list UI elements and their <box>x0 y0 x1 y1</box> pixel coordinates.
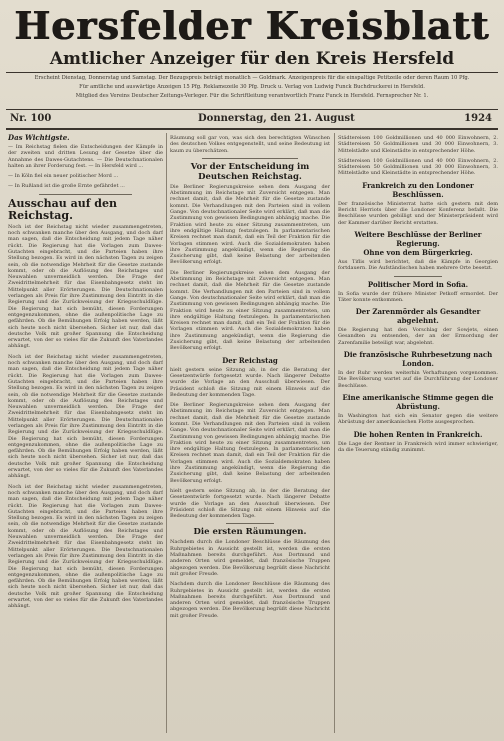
article-headline: Die französische Ruhrbesetzung nach London. <box>343 350 493 369</box>
masthead-title: Hersfelder Kreisblatt <box>14 3 490 48</box>
info-line-2: Für amtliche und auswärtige Anzeigen 15 Pfg. Reklamezeile 30 Pfg. Druck u. Verlag von Ludwig Funck Buchdruckerei in Hersfeld. <box>79 84 425 90</box>
divider <box>226 523 274 524</box>
article-body: Nachdem durch die Londoner Beschlüsse die Räumung des Ruhrgebietes in Aussicht gestellt ist, werden die ersten Maßnahmen bereits durchgeführt. Aus Dortmund und anderen Orten wird gemeldet, daß französische Truppen abgezogen werden. Die Bevölkerung begrüßt diese Nachricht mit großer Freude. <box>170 539 330 577</box>
article-headline: Die ersten Räumungen. <box>193 527 307 538</box>
divider <box>202 158 298 159</box>
article-headline: Weitere Beschlüsse der Berliner Regierung. <box>354 229 482 248</box>
article-body: Noch ist der Reichstag nicht wieder zusammengetreten, noch schwanken manche über den Ausgang, und doch darf man sagen, daß die Entscheidung mit jedem Tage näher rückt. Die Regierung hat die Vorlagen zum Dawes-Gutachten eingebracht, und die Parteien haben ihre Stellung bezogen. Es wird in den nächsten Tagen zu zeigen sein, ob die notwendige Mehrheit für die Gesetze zustande kommt, oder ob die Auflösung des Reichstages und Neuwahlen unvermeidlich werden. Die Frage der Zweidrittelmehrheit für das Eisenbahngesetz steht im Mittelpunkt aller Erörterungen. Die Deutschnationalen verlangen als Preis für ihre Zustimmung den Eintritt in die Regierung und die Zurückweisung der Kriegsschuldlüge. Die Regierung hat sich bemüht, diesen Forderungen entgegenzukommen, ohne die außenpolitische Lage zu gefährden. Ob die Bemühungen Erfolg haben werden, läßt sich heute noch nicht übersehen. Sicher ist nur, daß das deutsche Volk mit großer Spannung die Entscheidung erwartet, von der so vieles für die Zukunft des Vaterlandes abhängt. <box>8 483 163 610</box>
article-body: Noch ist der Reichstag nicht wieder zusammengetreten, noch schwanken manche über den Ausgang, und doch darf man sagen, daß die Entscheidung mit jedem Tage näher rückt. Die Regierung hat die Vorlagen zum Dawes-Gutachten eingebracht, und die Parteien haben ihre Stellung bezogen. Es wird in den nächsten Tagen zu zeigen sein, ob die notwendige Mehrheit für die Gesetze zustande kommt, oder ob die Auflösung des Reichstages und Neuwahlen unvermeidlich werden. Die Frage der Zweidrittelmehrheit für das Eisenbahngesetz steht im Mittelpunkt aller Erörterungen. Die Deutschnationalen verlangen als Preis für ihre Zustimmung den Eintritt in die Regierung und die Zurückweisung der Kriegsschuldlüge. Die Regierung hat sich bemüht, diesen Forderungen entgegenzukommen, ohne die außenpolitische Lage zu gefährden. Ob die Bemühungen Erfolg haben werden, läßt sich heute noch nicht übersehen. Sicher ist nur, daß das deutsche Volk mit großer Spannung die Entscheidung erwartet, von der so vieles für die Zukunft des Vaterlandes abhängt. <box>8 353 163 480</box>
summary-text: — In Köln fiel ein neuer politischer Mord ... <box>8 173 119 180</box>
divider <box>6 128 498 130</box>
article-headline: Politischer Mord in Sofia. <box>367 279 469 289</box>
article-body: In der Ruhr werden weiterhin Verhaftungen vorgenommen. Die Bevölkerung wartet auf die Durchführung der Londoner Beschlüsse. <box>338 370 498 389</box>
article-headline: Vor der Entscheidung im Deutschen Reichstag. <box>190 161 310 182</box>
divider <box>6 109 498 110</box>
article-headline: Ausschau auf den Reichstag. <box>8 196 117 222</box>
section-label: Das Wichtigste. <box>8 133 70 142</box>
issue-date: Donnerstag, den 21. August <box>198 113 355 124</box>
article-body: In Sofia wurde der frühere Minister Petkoff ermordet. Der Täter konnte entkommen. <box>338 290 498 303</box>
article-body: Städtereisen 100 Goldmillionen und 40 000 Einwohnern, 2. Städtereisen 50 Goldmillionen und 30 000 Einwohnern, 3. Mittelstädte und Kleinstädte in entsprechender Höhe. <box>338 157 498 177</box>
article-headline: Frankreich zu den Londoner Beschlüssen. <box>362 180 474 199</box>
article-body: Die Lage der Rentner in Frankreich wird immer schwieriger, da die Teuerung ständig zunimmt. <box>338 440 498 453</box>
info-line-1: Erscheint Dienstag, Donnerstag und Samstag. Der Bezugspreis beträgt monatlich — Goldmark. Anzeigenpreis für die einspaltige Petitzeile oder deren Raum 10 Pfg. <box>34 75 470 81</box>
article-body: Städtereisen 100 Goldmillionen und 40 000 Einwohnern, 2. Städtereisen 50 Goldmillionen und 30 000 Einwohnern, 3. Mittelstädte und Kleinstädte in entsprechender Höhe. <box>338 135 498 154</box>
divider <box>394 276 442 277</box>
article-headline: Eine amerikanische Stimme gegen die Abrüstung. <box>342 392 494 411</box>
info-line-3: Mitglied des Vereins Deutscher Zeitungs-Verleger. Für die Schriftleitung verantwortlich Franz Funck in Hersfeld. Fernsprecher Nr. 1. <box>75 93 429 99</box>
column-3 <box>338 133 498 733</box>
article-body: Die Berliner Regierungskreise sehen dem Ausgang der Abstimmung im Reichstage mit Zuversicht entgegen. Man rechnet damit, daß die Mehrheit für die Gesetze zustande kommt. Die Verhandlungen mit den Parteien sind in vollem Gange. Von deutschnationaler Seite wird erklärt, daß man die Zustimmung von gewissen Bedingungen abhängig mache. Die Fraktion wird heute zu einer Sitzung zusammentreten, um ihre endgültige Haltung festzulegen. In parlamentarischen Kreisen rechnet man damit, daß ein Teil der Fraktion für die Vorlagen stimmen wird. Auch die Sozialdemokraten haben ihre Zustimmung angekündigt, wenn die Regierung die Zusicherung gibt, daß keine Belastung der arbeitenden Bevölkerung erfolgt. <box>170 183 330 266</box>
article-body: Noch ist der Reichstag nicht wieder zusammengetreten, noch schwanken manche über den Ausgang, und doch darf man sagen, daß die Entscheidung mit jedem Tage näher rückt. Die Regierung hat die Vorlagen zum Dawes-Gutachten eingebracht, und die Parteien haben ihre Stellung bezogen. Es wird in den nächsten Tagen zu zeigen sein, ob die notwendige Mehrheit für die Gesetze zustande kommt, oder ob die Auflösung des Reichstages und Neuwahlen unvermeidlich werden. Die Frage der Zweidrittelmehrheit für das Eisenbahngesetz steht im Mittelpunkt aller Erörterungen. Die Deutschnationalen verlangen als Preis für ihre Zustimmung den Eintritt in die Regierung und die Zurückweisung der Kriegsschuldlüge. Die Regierung hat sich bemüht, diesen Forderungen entgegenzukommen, ohne die außenpolitische Lage zu gefährden. Ob die Bemühungen Erfolg haben werden, läßt sich heute noch nicht übersehen. Sicher ist nur, daß das deutsche Volk mit großer Spannung die Entscheidung erwartet, von der so vieles für die Zukunft des Vaterlandes abhängt. <box>8 223 163 350</box>
article-body: In Washington hat sich ein Senator gegen die weitere Abrüstung der amerikanischen Flotte ausgesprochen. <box>338 412 498 426</box>
article-body: hielt gestern seine Sitzung ab, in der die Beratung der Gesetzentwürfe fortgesetzt wurde. Nach längerer Debatte wurde die Vorlage an den Ausschuß überwiesen. Der Präsident schloß die Sitzung mit einem Hinweis auf die Bedeutung der kommenden Tage. <box>170 366 330 398</box>
article-body: Die Berliner Regierungskreise sehen dem Ausgang der Abstimmung im Reichstage mit Zuversicht entgegen. Man rechnet damit, daß die Mehrheit für die Gesetze zustande kommt. Die Verhandlungen mit den Parteien sind in vollem Gange. Von deutschnationaler Seite wird erklärt, daß man die Zustimmung von gewissen Bedingungen abhängig mache. Die Fraktion wird heute zu einer Sitzung zusammentreten, um ihre endgültige Haltung festzulegen. In parlamentarischen Kreisen rechnet man damit, daß ein Teil der Fraktion für die Vorlagen stimmen wird. Auch die Sozialdemokraten haben ihre Zustimmung angekündigt, wenn die Regierung die Zusicherung gibt, daß keine Belastung der arbeitenden Bevölkerung erfolgt. <box>170 269 330 352</box>
article-body: hielt gestern seine Sitzung ab, in der die Beratung der Gesetzentwürfe fortgesetzt wurde. Nach längerer Debatte wurde die Vorlage an den Ausschuß überwiesen. Der Präsident schloß die Sitzung mit einem Hinweis auf die Bedeutung der kommenden Tage. <box>170 487 330 520</box>
summary-text: — Im Reichstag fielen die Entscheidungen der Kämpfe in der zweiten und dritten Lesung der Gesetze über die Annahme des Dawes-Gutachtens. — Die Deutschnationalen halten an ihrer Forderung fest. — In Hersfeld wird ... <box>8 144 163 169</box>
issue-year: 1924 <box>464 113 492 124</box>
divider <box>39 194 132 195</box>
article-body: Räumung soll gar von, was sich den berechtigten Wünschen des deutschen Volkes entgegenstellt, und seine Bedeutung ist kaum zu überschätzen. <box>170 135 330 154</box>
article-body: Aus Tiflis wird berichtet, daß die Kämpfe in Georgien fortdauern. Die Aufständischen haben mehrere Orte besetzt. <box>338 258 498 272</box>
issue-bar <box>8 112 496 126</box>
article-headline: Die hohen Renten in Frankreich. <box>353 429 483 439</box>
masthead-subtitle: Amtlicher Anzeiger für den Kreis Hersfeld <box>49 49 455 69</box>
column-2 <box>170 133 330 733</box>
article-body: Die Regierung hat den Vorschlag der Sowjets, einen Gesandten zu entsenden, der an der Ermordung der Zarenfamilie beteiligt war, abgelehnt. <box>338 327 498 346</box>
column-rule <box>166 133 167 733</box>
divider <box>6 72 498 73</box>
sub-headline: Der Reichstag <box>222 355 278 365</box>
article-body: Der französische Ministerrat hatte sich gestern mit dem Bericht Herriots über die Londoner Konferenz befaßt. Die Beschlüsse wurden gebilligt und der Ministerpräsident wird der Kammer darüber Bericht erstatten. <box>338 200 498 226</box>
issue-number: Nr. 100 <box>10 113 52 124</box>
column-rule <box>334 133 335 733</box>
column-1 <box>8 133 163 733</box>
article-body: Die Berliner Regierungskreise sehen dem Ausgang der Abstimmung im Reichstage mit Zuversicht entgegen. Man rechnet damit, daß die Mehrheit für die Gesetze zustande kommt. Die Verhandlungen mit den Parteien sind in vollem Gange. Von deutschnationaler Seite wird erklärt, daß man die Zustimmung von gewissen Bedingungen abhängig mache. Die Fraktion wird heute zu einer Sitzung zusammentreten, um ihre endgültige Haltung festzulegen. In parlamentarischen Kreisen rechnet man damit, daß ein Teil der Fraktion für die Vorlagen stimmen wird. Auch die Sozialdemokraten haben ihre Zustimmung angekündigt, wenn die Regierung die Zusicherung gibt, daß keine Belastung der arbeitenden Bevölkerung erfolgt. <box>170 402 330 484</box>
article-body: Nachdem durch die Londoner Beschlüsse die Räumung des Ruhrgebietes in Aussicht gestellt ist, werden die ersten Maßnahmen bereits durchgeführt. Aus Dortmund und anderen Orten wird gemeldet, daß französische Truppen abgezogen werden. Die Bevölkerung begrüßt diese Nachricht mit großer Freude. <box>170 581 330 619</box>
summary-text: — In Rußland ist die große Ernte gefährdet ... <box>8 183 125 190</box>
article-headline: Der Zarenmörder als Gesandter abgelehnt. <box>355 307 481 326</box>
article-headline: Ohne von dem Bürgerkrieg. <box>363 247 473 257</box>
